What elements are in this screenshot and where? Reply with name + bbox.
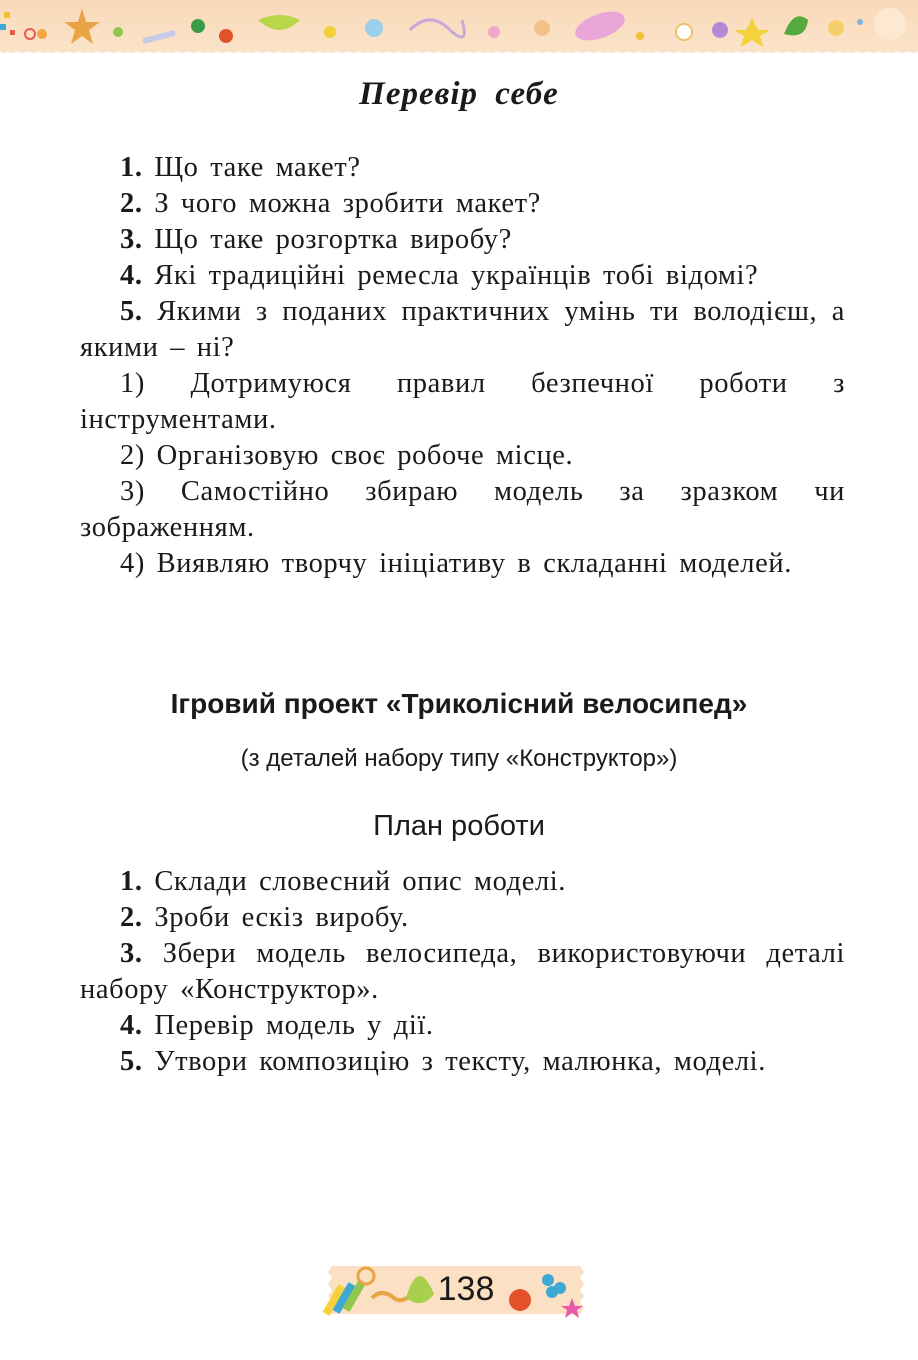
question-number: 4.: [120, 260, 143, 291]
question-text: Що таке макет?: [154, 152, 361, 183]
question-item: [80, 150, 845, 186]
plan-steps-list: [80, 864, 845, 1080]
skill-item: 4) Виявляю творчу ініціативу в складанні моделей.: [120, 548, 792, 579]
question-number: 1.: [120, 152, 143, 183]
step-number: 2.: [120, 902, 143, 933]
question-item: [80, 186, 845, 222]
question-number: 2.: [120, 188, 143, 219]
check-questions-list: [80, 150, 845, 582]
question-text: Що таке розгортка виробу?: [154, 224, 512, 255]
step-number: 4.: [120, 1010, 143, 1041]
question-number: 5.: [120, 296, 143, 327]
page-number: 138: [437, 1270, 495, 1308]
step-text: Перевір модель у дії.: [154, 1010, 434, 1041]
banner-zigzag-edge: [0, 46, 918, 56]
skill-item: 2) Організовую своє робоче місце.: [120, 440, 574, 471]
project-title: Ігровий проект «Триколісний велосипед»: [170, 688, 748, 719]
skill-item: 3) Самостійно збираю модель за зразком чи зображенням.: [80, 476, 845, 543]
step-number: 3.: [120, 938, 143, 969]
step-text: Зроби ескіз виробу.: [154, 902, 409, 933]
section-title-check-yourself: Перевір себе: [359, 76, 559, 112]
plan-title: План роботи: [373, 810, 545, 842]
step-number: 5.: [120, 1046, 143, 1077]
banner-ornaments-icon: [0, 0, 918, 52]
page-footer: [322, 1258, 590, 1324]
plan-step: [80, 1008, 845, 1044]
plan-step: [80, 900, 845, 936]
plan-step: [80, 1044, 845, 1080]
top-decorative-banner: [0, 0, 918, 52]
question-item: [80, 294, 845, 366]
step-text: Утвори композицію з тексту, малюнка, моделі.: [154, 1046, 766, 1077]
plan-step: [80, 936, 845, 1008]
question-text: З чого можна зробити макет?: [154, 188, 541, 219]
step-number: 1.: [120, 866, 143, 897]
question-text: Які традиційні ремесла українців тобі відомі?: [154, 260, 759, 291]
project-subtitle: (з деталей набору типу «Конструктор»): [240, 745, 678, 772]
question-item: [80, 222, 845, 258]
question-text: Якими з поданих практичних умінь ти володієш, а якими – ні?: [80, 296, 845, 363]
skill-item: 1) Дотримуюся правил безпечної роботи з інструментами.: [80, 368, 845, 435]
plan-step: [80, 864, 845, 900]
step-text: Склади словесний опис моделі.: [154, 866, 567, 897]
step-text: Збери модель велосипеда, використовуючи деталі набору «Конструктор».: [80, 938, 845, 1005]
question-item: [80, 258, 845, 294]
question-number: 3.: [120, 224, 143, 255]
